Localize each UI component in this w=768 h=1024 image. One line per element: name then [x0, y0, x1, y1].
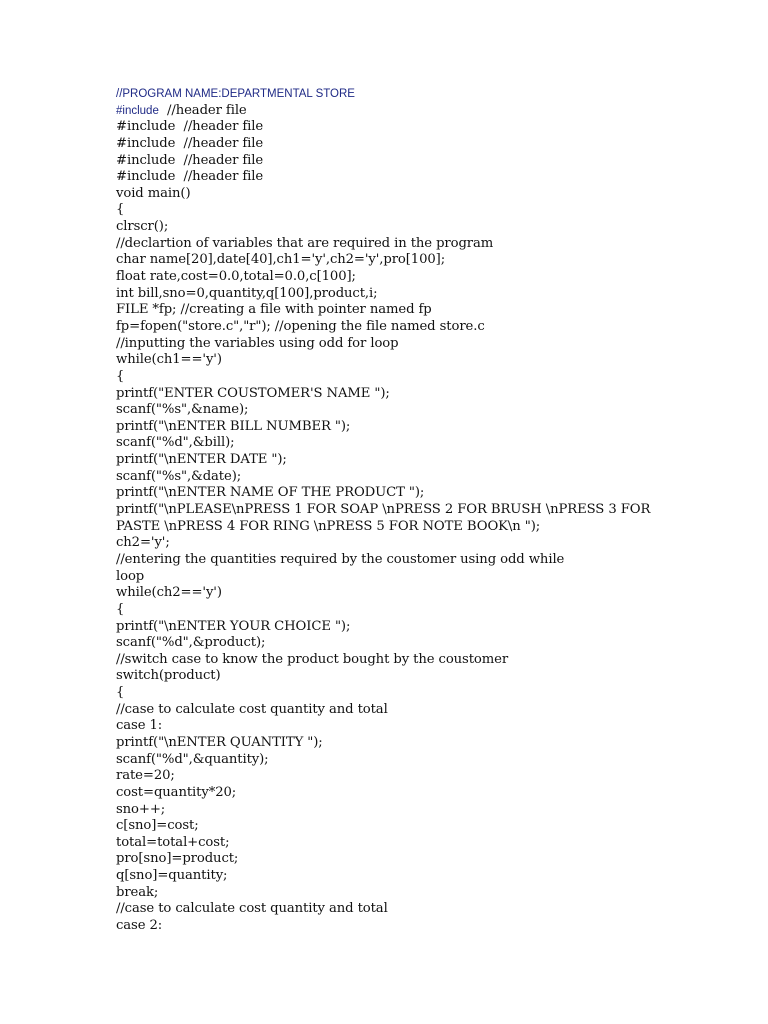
code-line: scanf("%s",&date);	[116, 468, 242, 484]
include-keyword: #include	[116, 104, 159, 117]
code-line: break;	[116, 884, 159, 900]
code-line: case 1:	[116, 718, 163, 734]
include-comment: //header file	[158, 102, 247, 118]
code-line: total=total+cost;	[116, 834, 230, 850]
code-line: #include //header file	[116, 169, 264, 185]
code-line: loop	[116, 568, 145, 584]
code-line: printf("\nENTER QUANTITY ");	[116, 734, 323, 750]
code-line: scanf("%d",&product);	[116, 635, 266, 651]
code-line: c[sno]=cost;	[116, 818, 199, 834]
code-comment-line: //inputting the variables using odd for loop	[116, 335, 399, 351]
code-line: clrscr();	[116, 219, 169, 235]
code-line: void main()	[116, 185, 191, 201]
code-line: {	[116, 601, 125, 617]
code-line: printf("ENTER COUSTOMER'S NAME ");	[116, 385, 390, 401]
code-line: int bill,sno=0,quantity,q[100],product,i;	[116, 285, 378, 301]
code-comment-line: //declartion of variables that are required in the program	[116, 235, 494, 251]
code-comment-line: //entering the quantities required by the coustomer using odd while	[116, 551, 565, 567]
code-line: switch(product)	[116, 668, 221, 684]
code-line: cost=quantity*20;	[116, 784, 237, 800]
code-comment-line: //switch case to know the product bought by the coustomer	[116, 651, 509, 667]
code-line-include-1	[116, 103, 736, 120]
code-line: #include //header file	[116, 135, 264, 151]
code-line: {	[116, 202, 125, 218]
code-line: printf("\nENTER YOUR CHOICE ");	[116, 618, 351, 634]
code-line: scanf("%d",&bill);	[116, 435, 235, 451]
code-comment-line: //case to calculate cost quantity and total	[116, 701, 388, 717]
code-line: printf("\nPLEASE\nPRESS 1 FOR SOAP \nPRESS 2 FOR BRUSH \nPRESS 3 FOR	[116, 502, 651, 518]
code-line: printf("\nENTER DATE ");	[116, 452, 287, 468]
code-line: scanf("%s",&name);	[116, 402, 249, 418]
code-line: pro[sno]=product;	[116, 851, 239, 867]
code-line: #include //header file	[116, 152, 264, 168]
code-listing	[116, 86, 736, 935]
code-line: float rate,cost=0.0,total=0.0,c[100];	[116, 269, 356, 285]
code-line: ch2='y';	[116, 535, 170, 551]
code-line: {	[116, 368, 125, 384]
code-line: fp=fopen("store.c","r"); //opening the file named store.c	[116, 318, 485, 334]
code-line: FILE *fp; //creating a file with pointer named fp	[116, 302, 432, 318]
code-line: {	[116, 685, 125, 701]
code-line: char name[20],date[40],ch1='y',ch2='y',pro[100];	[116, 252, 446, 268]
code-line: q[sno]=quantity;	[116, 868, 228, 884]
program-title-comment: //PROGRAM NAME:DEPARTMENTAL STORE	[116, 88, 355, 100]
code-line: sno++;	[116, 801, 166, 817]
code-line: rate=20;	[116, 768, 175, 784]
code-line: while(ch2=='y')	[116, 585, 222, 601]
code-line: printf("\nENTER NAME OF THE PRODUCT ");	[116, 485, 425, 501]
code-line: case 2:	[116, 918, 163, 934]
code-line: printf("\nENTER BILL NUMBER ");	[116, 418, 351, 434]
code-line: scanf("%d",&quantity);	[116, 751, 269, 767]
code-line: PASTE \nPRESS 4 FOR RING \nPRESS 5 FOR NOTE BOOK\n ");	[116, 518, 541, 534]
code-line: while(ch1=='y')	[116, 352, 222, 368]
code-line: #include //header file	[116, 119, 264, 135]
code-comment-line: //case to calculate cost quantity and total	[116, 901, 388, 917]
